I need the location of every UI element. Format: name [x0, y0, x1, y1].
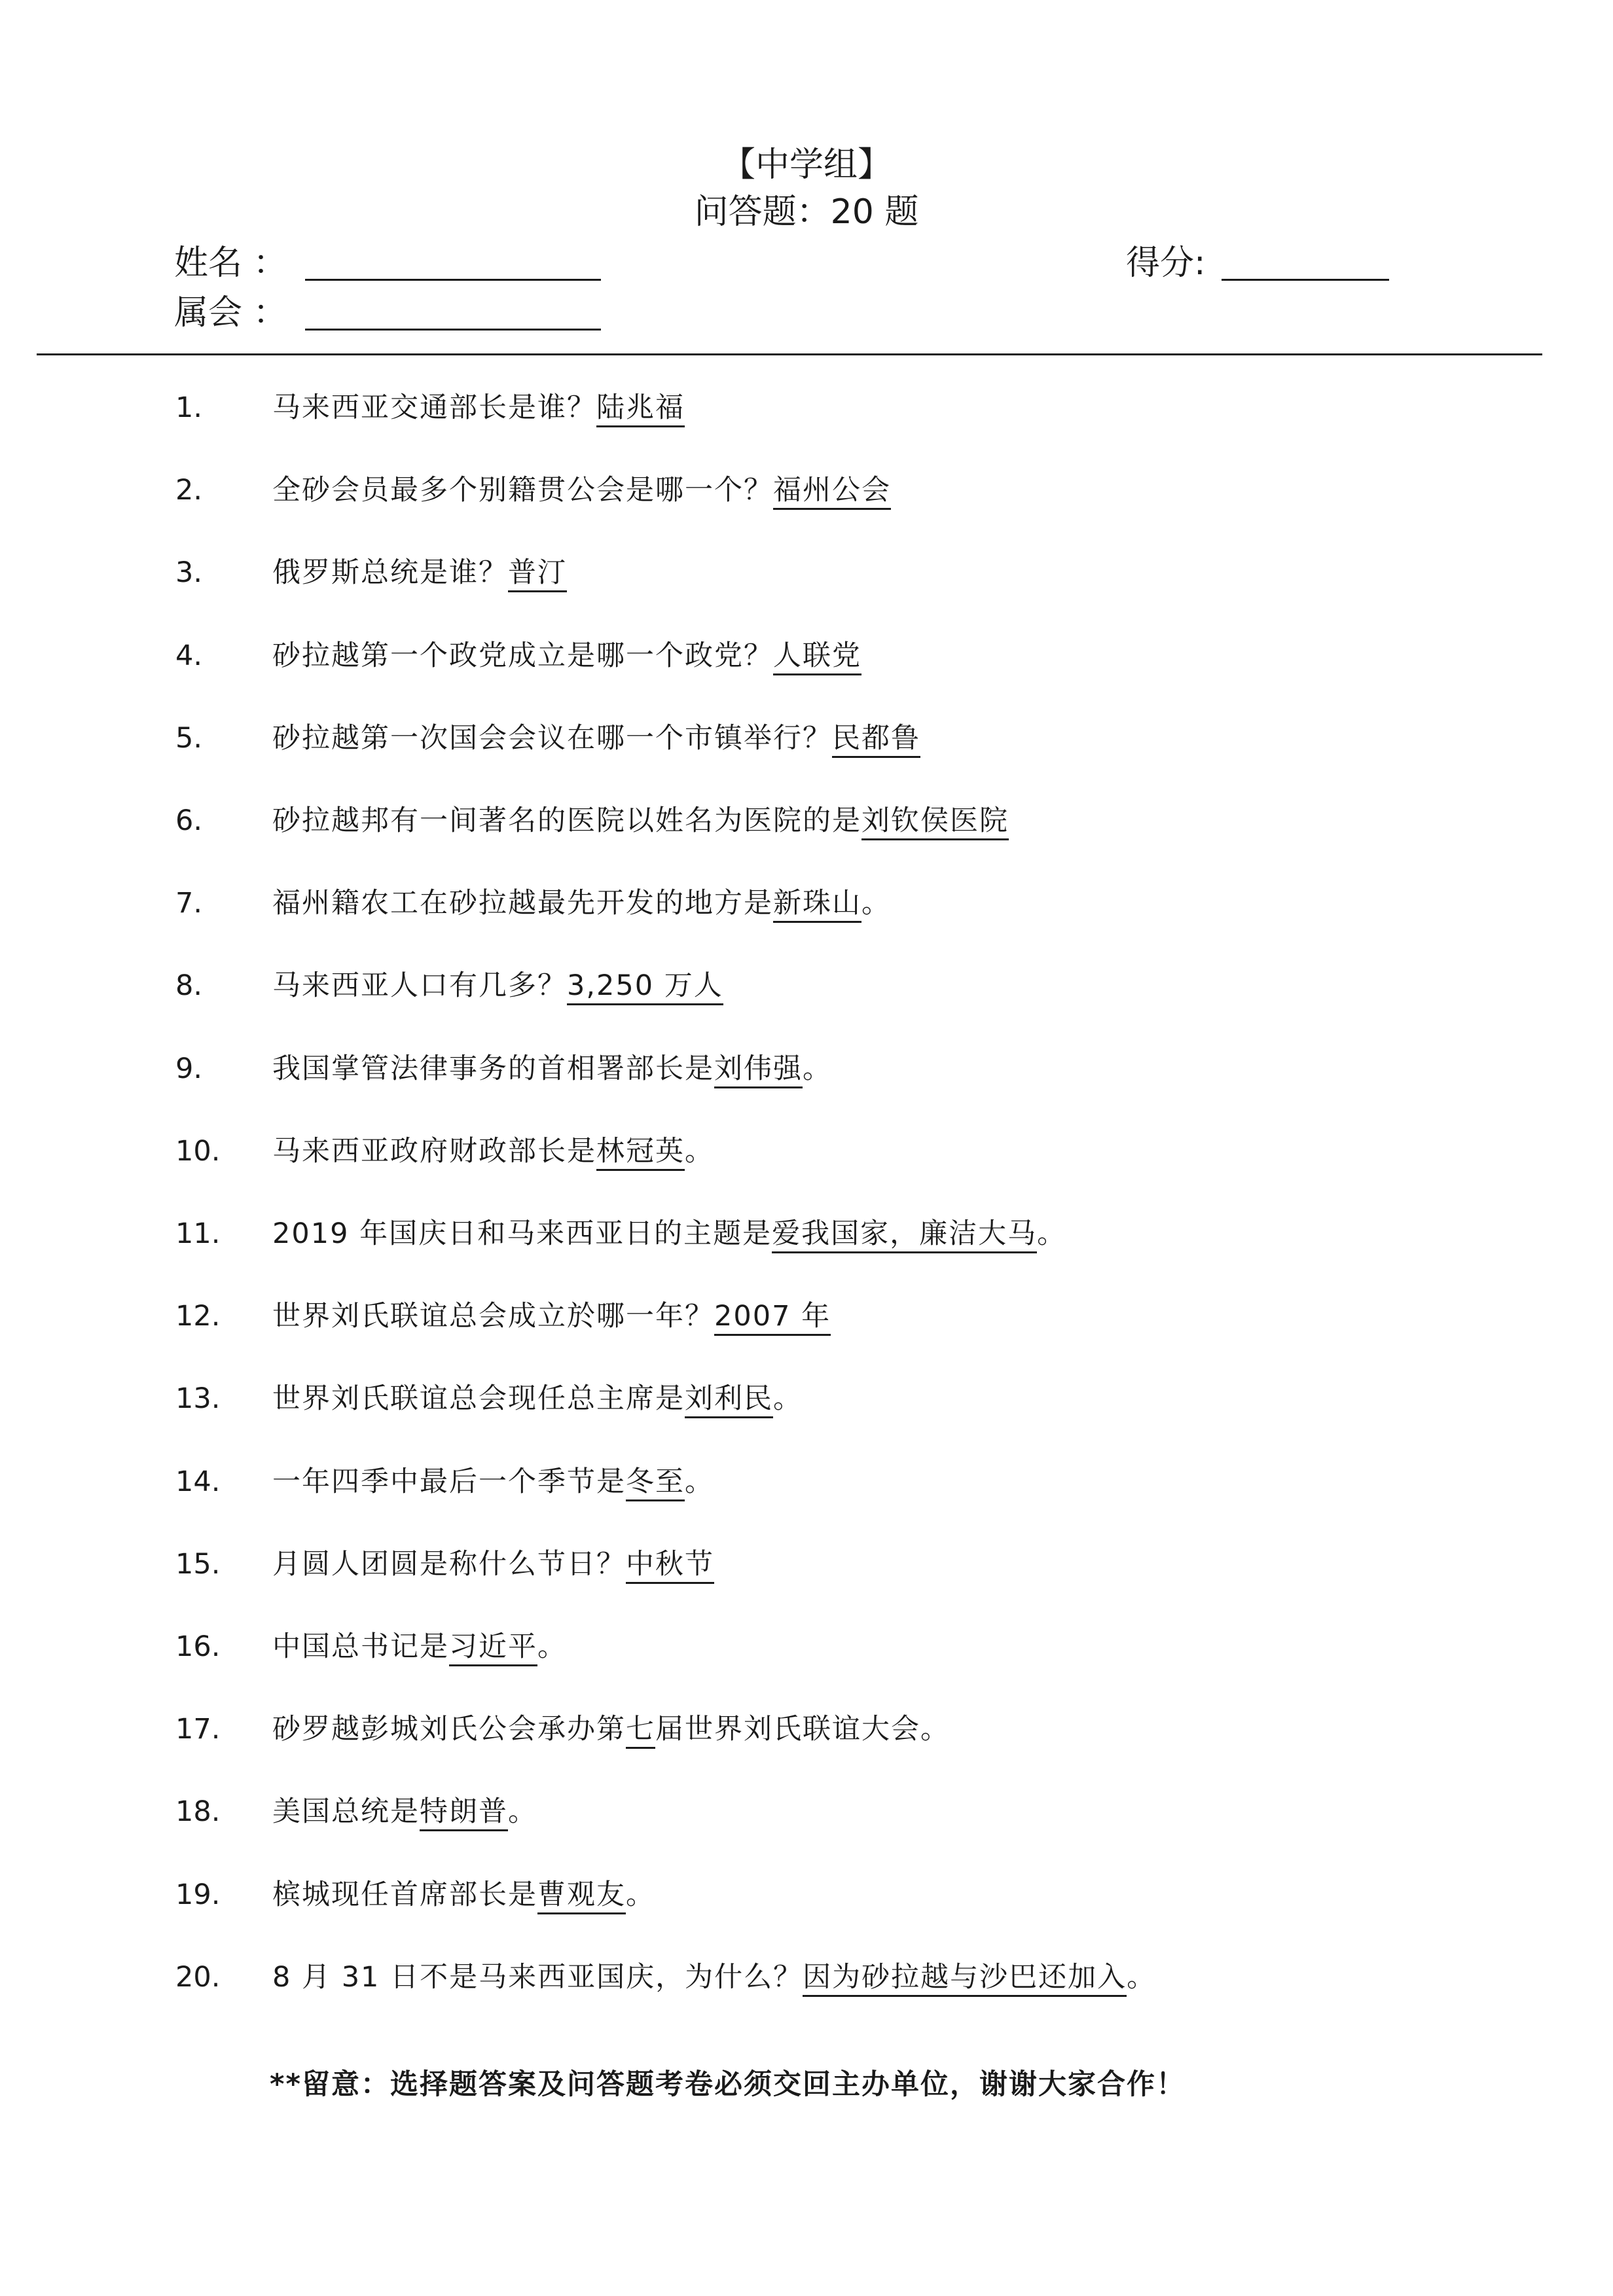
- question-row: [0, 1459, 1613, 1505]
- question-stem: 砂拉越第一次国会会议在哪一个市镇举行？: [272, 722, 832, 755]
- question-stem: 8 月 31 日不是马来西亚国庆，为什么？: [272, 1961, 803, 1994]
- question-text: [272, 715, 920, 761]
- question-number: 6.: [175, 804, 203, 837]
- question-stem: 我国掌管法律事务的首相署部长是: [272, 1052, 714, 1085]
- name-blank[interactable]: [305, 279, 601, 281]
- question-stem: 马来西亚政府财政部长是: [272, 1135, 596, 1168]
- question-number: 3.: [175, 556, 203, 589]
- question-row: [0, 1376, 1613, 1422]
- question-stem: 世界刘氏联谊总会现任总主席是: [272, 1382, 685, 1415]
- question-row: [0, 1293, 1613, 1339]
- question-stem: 美国总统是: [272, 1795, 420, 1828]
- question-answer: 3,250 万人: [567, 969, 723, 1005]
- question-text: [272, 1046, 832, 1092]
- question-text: [272, 798, 1009, 844]
- question-number: 11.: [175, 1217, 221, 1250]
- question-stem: 福州籍农工在砂拉越最先开发的地方是: [272, 887, 773, 920]
- question-suffix: 。: [685, 1465, 714, 1498]
- page-subtitle: 问答题：20 题: [694, 192, 919, 232]
- question-answer: 中秋节: [626, 1548, 714, 1584]
- question-number: 9.: [175, 1052, 203, 1085]
- question-number: 4.: [175, 639, 203, 672]
- question-number: 18.: [175, 1795, 221, 1828]
- question-number: 10.: [175, 1135, 221, 1168]
- question-row: [0, 1211, 1613, 1257]
- question-text: [272, 467, 891, 513]
- question-stem: 一年四季中最后一个季节是: [272, 1465, 626, 1498]
- score-label: 得分:: [1126, 243, 1206, 283]
- question-row: [0, 1706, 1613, 1752]
- question-row: [0, 963, 1613, 1009]
- question-row: [0, 1128, 1613, 1174]
- question-text: [272, 1459, 714, 1505]
- question-row: [0, 1872, 1613, 1918]
- question-answer: 冬至: [626, 1465, 685, 1501]
- question-suffix: 。: [537, 1630, 567, 1663]
- question-row: [0, 1789, 1613, 1835]
- question-suffix: 。: [773, 1382, 803, 1415]
- question-row: [0, 1541, 1613, 1587]
- question-text: [272, 963, 723, 1009]
- question-answer: 刘伟强: [714, 1052, 803, 1088]
- question-answer: 福州公会: [773, 474, 891, 510]
- question-stem: 马来西亚交通部长是谁？: [272, 391, 596, 424]
- question-number: 12.: [175, 1300, 221, 1333]
- question-answer: 2007 年: [714, 1300, 831, 1336]
- question-text: [272, 880, 891, 926]
- header-divider: [37, 353, 1542, 355]
- question-row: [0, 1046, 1613, 1092]
- question-stem: 月圆人团圆是称什么节日？: [272, 1548, 626, 1581]
- question-number: 14.: [175, 1465, 221, 1498]
- question-row: [0, 1954, 1613, 2000]
- question-text: [272, 1872, 655, 1918]
- question-row: [0, 880, 1613, 926]
- question-number: 20.: [175, 1961, 221, 1994]
- question-text: [272, 1789, 537, 1835]
- question-suffix: 。: [508, 1795, 537, 1828]
- question-suffix: 。: [685, 1135, 714, 1168]
- question-row: [0, 550, 1613, 596]
- question-row: [0, 798, 1613, 844]
- question-stem: 砂拉越邦有一间著名的医院以姓名为医院的是: [272, 804, 861, 837]
- question-number: 7.: [175, 887, 203, 920]
- association-label: 属会 ：: [174, 293, 287, 332]
- question-suffix: 。: [1037, 1217, 1067, 1250]
- question-answer: 人联党: [773, 639, 861, 675]
- question-number: 5.: [175, 722, 203, 755]
- question-answer: 陆兆福: [596, 391, 685, 427]
- question-row: [0, 467, 1613, 513]
- question-stem: 全砂会员最多个别籍贯公会是哪一个？: [272, 474, 773, 507]
- score-blank[interactable]: [1222, 279, 1389, 281]
- question-text: [272, 1211, 1066, 1257]
- name-label: 姓名 ：: [174, 243, 287, 283]
- question-answer: 七: [626, 1713, 655, 1749]
- question-stem: 砂罗越彭城刘氏公会承办第: [272, 1713, 626, 1746]
- question-stem: 世界刘氏联谊总会成立於哪一年？: [272, 1300, 714, 1333]
- question-answer: 民都鲁: [832, 722, 920, 758]
- question-number: 13.: [175, 1382, 221, 1415]
- question-row: [0, 633, 1613, 679]
- question-answer: 刘钦侯医院: [861, 804, 1009, 840]
- question-answer: 林冠英: [596, 1135, 685, 1171]
- question-text: [272, 550, 567, 596]
- question-number: 8.: [175, 969, 203, 1002]
- question-stem: 槟城现任首席部长是: [272, 1878, 537, 1911]
- question-row: [0, 1624, 1613, 1670]
- question-suffix: 届世界刘氏联谊大会。: [655, 1713, 950, 1746]
- question-suffix: 。: [803, 1052, 832, 1085]
- question-answer: 习近平: [449, 1630, 537, 1666]
- question-text: [272, 385, 685, 431]
- question-answer: 普汀: [508, 556, 567, 592]
- question-stem: 2019 年国庆日和马来西亚日的主题是: [272, 1217, 772, 1250]
- question-suffix: 。: [861, 887, 891, 920]
- question-row: [0, 385, 1613, 431]
- question-answer: 特朗普: [420, 1795, 508, 1831]
- question-stem: 马来西亚人口有几多？: [272, 969, 567, 1002]
- footer-note: **留意：选择题答案及问答题考卷必须交回主办单位，谢谢大家合作！: [270, 2068, 1186, 2101]
- question-stem: 俄罗斯总统是谁？: [272, 556, 508, 589]
- page-title: 【中学组】: [721, 145, 892, 185]
- question-answer: 刘利民: [685, 1382, 773, 1418]
- question-stem: 中国总书记是: [272, 1630, 449, 1663]
- question-answer: 爱我国家，廉洁大马: [772, 1217, 1037, 1253]
- question-answer: 曹观友: [537, 1878, 626, 1914]
- question-number: 15.: [175, 1548, 221, 1581]
- question-text: [272, 1706, 950, 1752]
- association-blank[interactable]: [305, 329, 601, 331]
- question-text: [272, 1376, 803, 1422]
- question-text: [272, 1624, 567, 1670]
- question-text: [272, 1128, 714, 1174]
- question-number: 16.: [175, 1630, 221, 1663]
- question-number: 19.: [175, 1878, 221, 1911]
- question-text: [272, 633, 861, 679]
- question-number: 1.: [175, 391, 203, 424]
- question-suffix: 。: [626, 1878, 655, 1911]
- question-answer: 新珠山: [773, 887, 861, 923]
- question-answer: 因为砂拉越与沙巴还加入: [803, 1961, 1127, 1997]
- question-text: [272, 1293, 831, 1339]
- question-text: [272, 1541, 714, 1587]
- question-suffix: 。: [1127, 1961, 1157, 1994]
- question-row: [0, 715, 1613, 761]
- question-stem: 砂拉越第一个政党成立是哪一个政党？: [272, 639, 773, 672]
- question-number: 2.: [175, 474, 203, 507]
- question-number: 17.: [175, 1713, 221, 1746]
- question-text: [272, 1954, 1156, 2000]
